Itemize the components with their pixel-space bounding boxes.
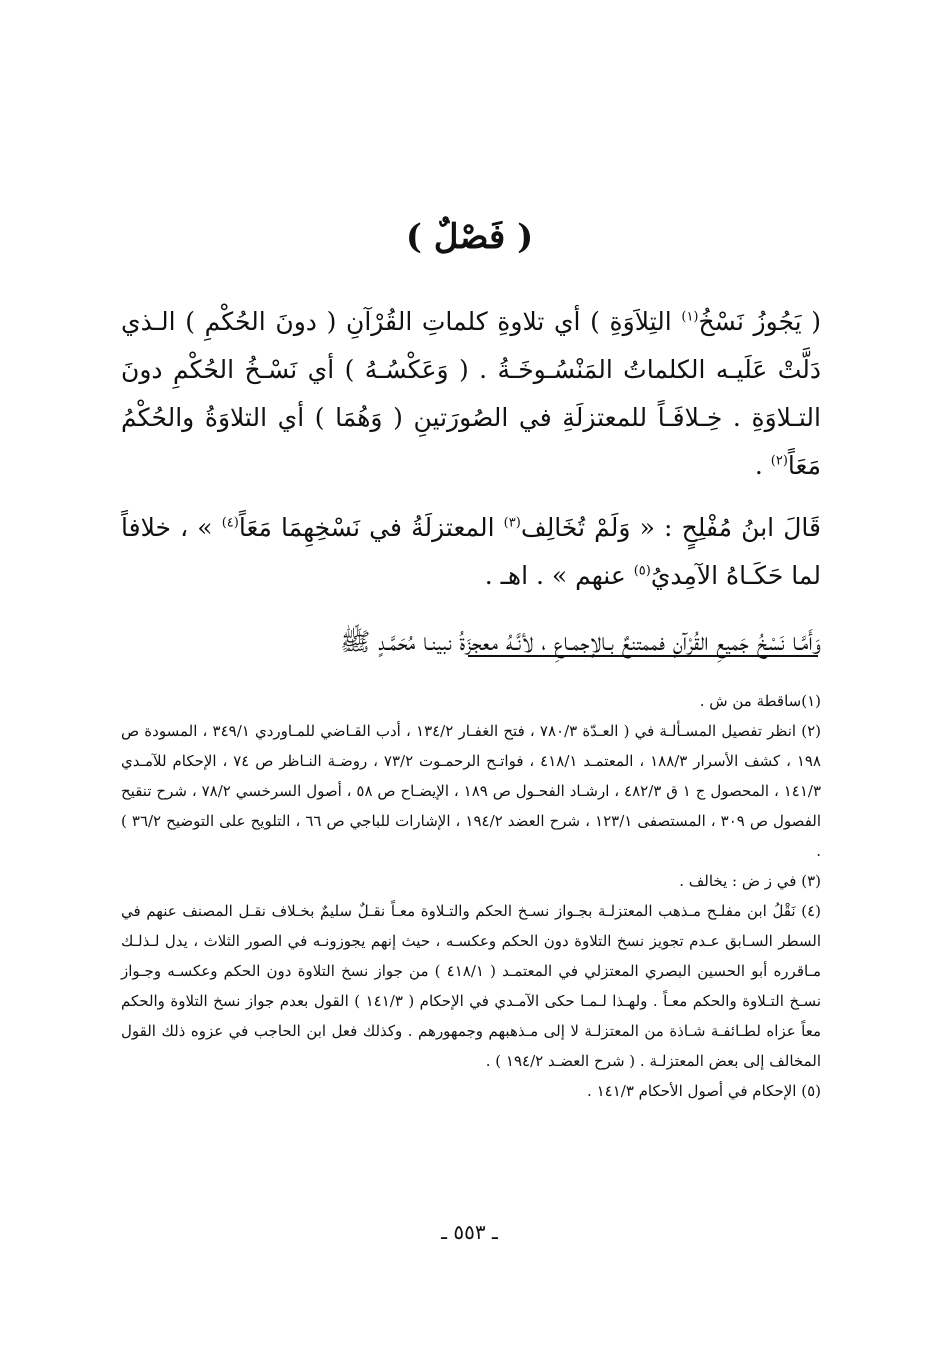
footnote-5: (٥) الإحكام في أصول الأحكام ١٤١/٣ . xyxy=(587,1082,821,1100)
footnote-ref-4[interactable]: (٤) xyxy=(221,515,239,531)
paragraph-2-part-a: قَالَ ابنُ مُفْلِحٍ : « وَلَمْ تُخَالِف xyxy=(520,513,821,542)
footnote-1: (١)ساقطة من ش . xyxy=(699,692,821,710)
section-heading: ( فَصْلٌ ) xyxy=(405,217,534,257)
page-number: ـ ٥٥٣ ـ xyxy=(441,1220,498,1244)
footnote-3: (٣) في ز ض : يخالف . xyxy=(679,872,821,890)
footnote-2: (٢) انظر تفصيل المسـألـة في ( العـدّة ٧٨٠/٣ ، فتح الغفـار ١٣٤/٢ ، أدب القـاضي للمـاوردي ٣٤٩/١ ، المسودة ص ١٩٨ ، كشف الأسرار ١٨٨/٣ ، المعتمـد ٤١٨/١ ، فواتـح الرحمـوت ٧٣/٢ ، روضـة النـاظر ص ٧٤ ، الإحكام للآمـدي ١٤١/٣ ، المحصول ج ١ ق ٤٨٢/٣ ، ارشـاد الفحـول ص ١٨٩ ، الإيضـاح ص ٥٨ ، أصول السرخسي ٧٨/٢ ، شرح تنقيح الفصول ص ٣٠٩ ، المستصفى ١٢٣/١ ، شرح العضد ١٩٤/٢ ، الإشارات للباجي ص ٦٦ ، التلويح على التوضيح ٣٦/٢ ) . xyxy=(121,722,822,860)
footnote-ref-5[interactable]: (٥) xyxy=(633,563,651,579)
paragraph-2 xyxy=(121,504,821,600)
paragraph-2-part-d: عنهم » . اهـ . xyxy=(484,561,634,590)
footnotes xyxy=(121,686,821,1106)
paragraph-1-part-c: . xyxy=(754,451,771,480)
footnote-4: (٤) نَقْلُ ابن مفلـح مـذهب المعتزلـة بجـواز نسـخ الحكم والتـلاوة معـاً نقـلٌ سليمٌ بخـلاف نقـل المصنف عنهم في السطر السـابق عـدم تجويز نسخ التلاوة دون الحكم وعكسـه ، حيث إنهم يجوزونـه في الصور الثلاث ، يدل لـذلـك مـاقرره أبو الحسين البصري المعتزلي في المعتمـد ( ٤١٨/١ ) من جواز نسخ التلاوة دون الحكم وعكسـه وجـواز نسـخ التـلاوة والحكم معـاً . ولهـذا لـمـا حكى الآمـدي في الإحكام ( ١٤١/٣ ) القول بعدم جواز نسخ التلاوة والحكم معاً عزاه لطـائفـة شـاذة من المعتزلـة لا إلى مـذهبهم وجمهورهم . وكذلك فعل ابن الحاجب في عزوه ذلك القول المخالف إلى بعض المعتزلـة . ( شرح العضـد ١٩٤/٢ ) . xyxy=(121,902,821,1070)
paragraph-3: وَأَمَّـا نَسْخُ جَميعِ القُرْآنِ فممتنعٌ بـالإجمـاعِ ، لأنَّـهُ معجزَةُ نبينـا مُحَمَّـدٍ ﷺ xyxy=(340,627,821,656)
paragraph-2-part-c: » ، خلافاً لما حَكَـاهُ الآمِديُ xyxy=(121,513,821,590)
main-text xyxy=(121,298,821,680)
footnote-ref-3[interactable]: (٣) xyxy=(503,515,521,531)
paragraph-1 xyxy=(121,298,821,490)
paragraph-1-part-b: التِلاَوَةِ ) أي تلاوةِ كلماتِ القُرْآنِ ( دونَ الحُكْمِ ) الـذي دَلَّتْ عَلَيـه الكلماتُ المَنْسُـوخَـةُ . ( وَعَكْسُـهُ ) أي نَسْـخُ الحُكْمِ دونَ التـلاوَةِ . خِـلافَـاً للمعتزلَةِ في الصُورَتينِ ( وَهُمَا ) أي التلاوَةُ والحُكْمُ مَعَاً xyxy=(121,307,821,480)
footnote-ref-1[interactable]: (١) xyxy=(681,309,699,325)
paragraph-1-part-a: ( يَجُوزُ نَسْخُ xyxy=(698,307,821,336)
footnote-ref-2[interactable]: (٢) xyxy=(770,453,788,469)
footnote-separator xyxy=(468,655,818,657)
paragraph-2-part-b: المعتزلَةُ في نَسْخِهِمَا مَعَاً xyxy=(238,513,504,542)
